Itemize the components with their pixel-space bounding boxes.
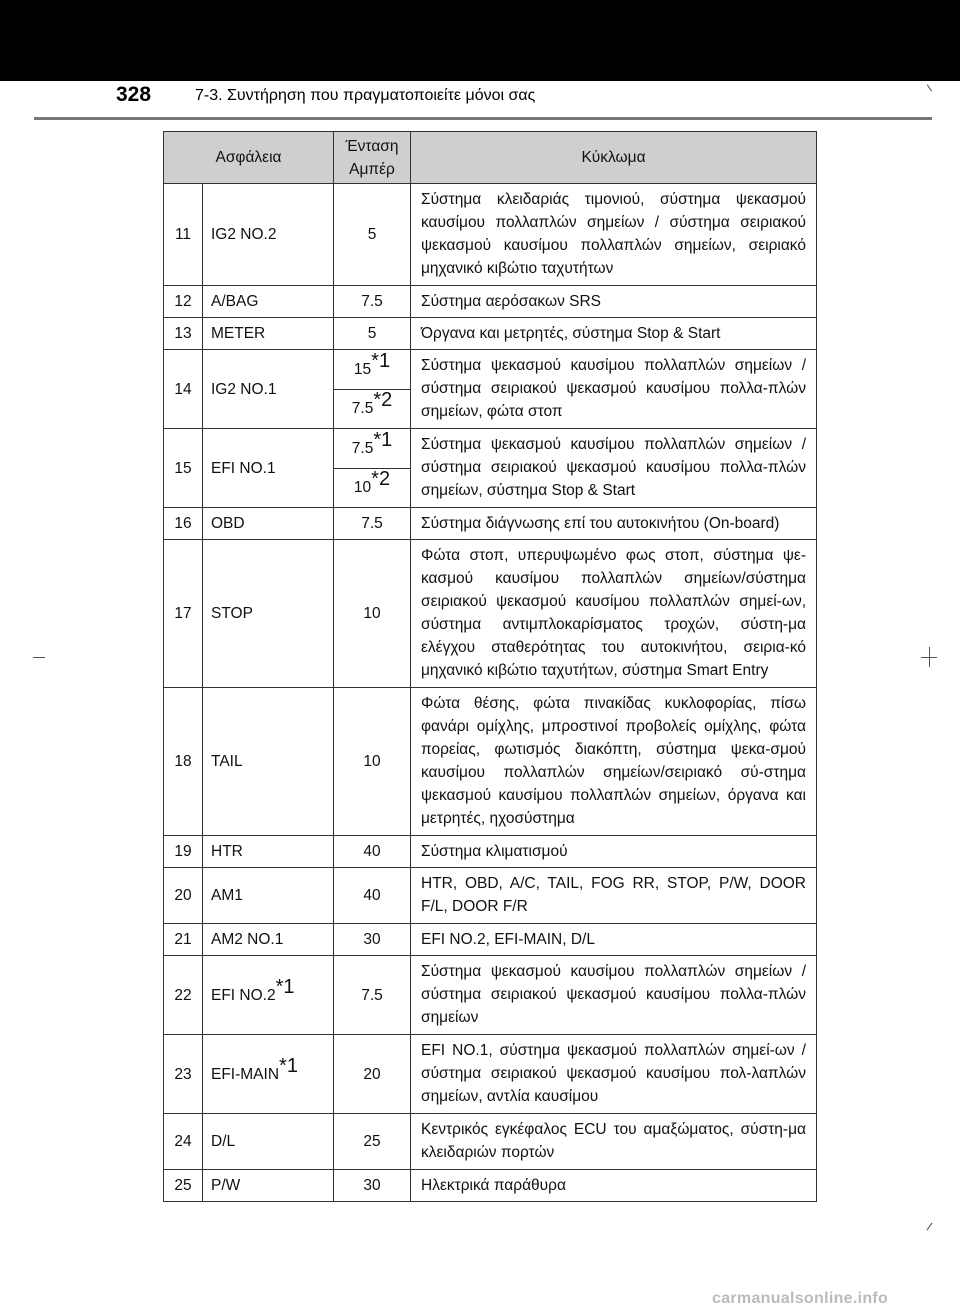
footnote-marker: *1 — [279, 1054, 298, 1077]
table-row: 14 IG2 NO.1 15$^{*1}$ Σύστημα ψεκασμού καυσίμου πολλαπλών σημείων / σύστημα σειριακού ψεκασμού καυσίμου πολλα-πλών σημείων, φώτα στοπ — [164, 350, 817, 390]
table-row: 16 OBD 7.5 Σύστημα διάγνωσης επί του αυτοκινήτου (On-board) — [164, 508, 817, 540]
watermark-logo: carmanualsonline.info — [712, 1290, 889, 1307]
table-row: 22 EFI NO.2$^{*1}$ 7.5 Σύστημα ψεκασμού καυσίμου πολλαπλών σημείων / σύστημα σειριακού ψεκασμού καυσίμου πολλα-πλών σημείων — [164, 956, 817, 1035]
table-row: 12 A/BAG 7.5 Σύστημα αερόσακων SRS — [164, 286, 817, 318]
table-row: 20 AM1 40 HTR, OBD, A/C, TAIL, FOG RR, STOP, P/W, DOOR F/L, DOOR F/R — [164, 868, 817, 924]
crop-mark-icon — [927, 1223, 933, 1231]
table-row: 18 TAIL 10 Φώτα θέσης, φώτα πινακίδας κυκλοφορίας, πίσω φανάρι ομίχλης, μπροστινοί προβολείς ομίχλης, φώτα πορείας, φωτισμός διακόπτη, σύστημα ψεκα-σμού καυσίμου πολλαπλών σημείων/σειριακό σύ-στημα ψεκασμού καυσίμου πολλαπλών σημείων, όργανα και μετρητές, ηχοσύστημα — [164, 688, 817, 836]
page-header — [0, 81, 960, 121]
crop-mark-icon — [929, 647, 930, 667]
footnote-marker: *1 — [371, 349, 391, 372]
table-row: 11 IG2 NO.2 5 Σύστημα κλειδαριάς τιμονιού, σύστημα ψεκασμού καυσίμου πολλαπλών σημείων / σύστημα σειριακού ψεκασμού καυσίμου πολλαπλών σημείων, σειριακό μηχανικό κιβώτιο ταχυτήτων — [164, 184, 817, 286]
header-rule — [34, 117, 932, 120]
footnote-marker: *2 — [373, 389, 393, 412]
table-row: 7.5$^{*2}$ — [164, 389, 817, 429]
table-row: 17 STOP 10 Φώτα στοπ, υπερυψωμένο φως στοπ, σύστημα ψε-κασμού καυσίμου πολλαπλών σημείων/σύστημα σειριακού ψεκασμού καυσίμου πολλαπλών σημεί-ων, σύστημα αντιμπλοκαρίσματος τροχών, σύστη-μα ελέγχου σταθερότητας του αυτοκινήτου, σειρια-κό μηχανικό κιβώτιο ταχυτήτων, σύστημα Smart Entry — [164, 540, 817, 688]
col-header-amperage: Ένταση Αμπέρ — [334, 132, 411, 184]
col-header-circuit: Κύκλωμα — [411, 132, 817, 184]
table-header-row — [164, 132, 817, 184]
table-row: 19 HTR 40 Σύστημα κλιματισμού — [164, 836, 817, 868]
col-header-fuse: Ασφάλεια — [164, 132, 334, 184]
crop-mark-icon — [33, 657, 45, 658]
table-row: 25 P/W 30 Ηλεκτρικά παράθυρα — [164, 1170, 817, 1202]
table-row: 15 EFI NO.1 7.5$^{*1}$ Σύστημα ψεκασμού καυσίμου πολλαπλών σημείων / σύστημα σειριακού ψεκασμού καυσίμου πολλα-πλών σημείων, σύστημα Stop & Start — [164, 429, 817, 469]
footnote-marker: *1 — [275, 975, 295, 998]
section-title: 7-3. Συντήρηση που πραγματοποιείτε μόνοι σας — [195, 87, 536, 104]
top-black-band — [0, 0, 960, 81]
table-row: 13 METER 5 Όργανα και μετρητές, σύστημα Stop & Start — [164, 318, 817, 350]
table-row: 24 D/L 25 Κεντρικός εγκέφαλος ECU του αμαξώματος, σύστη-μα κλειδαριών πορτών — [164, 1114, 817, 1170]
footnote-marker: *1 — [373, 428, 393, 451]
table-row: 10$^{*2}$ — [164, 468, 817, 508]
fuse-table — [163, 131, 817, 1202]
table-row: 23 EFI-MAIN$^{*1}$ 20 EFI NO.1, σύστημα ψεκασμού πολλαπλών σημεί-ων / σύστημα σειριακού ψεκασμού καυσίμου πολ-λαπλών σημείων, αντλία καυσίμου — [164, 1035, 817, 1114]
footnote-marker: *2 — [371, 468, 391, 491]
page-number: 328 — [116, 83, 152, 106]
table-row: 21 AM2 NO.1 30 EFI NO.2, EFI-MAIN, D/L — [164, 924, 817, 956]
